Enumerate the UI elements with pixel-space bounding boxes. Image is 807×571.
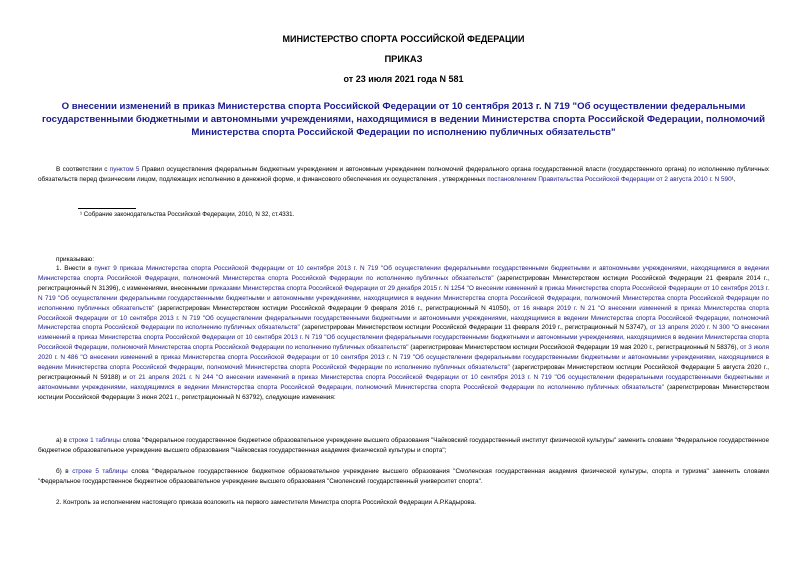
- intro-link-resolution[interactable]: постановлением Правительства Российской Федерации от 2 августа 2010 г. N 590: [487, 175, 732, 183]
- item-a-text-2: слова "Федеральное государственное бюджетное образовательное учреждение высшего образования "Чайковский государственный институт физической культуры" заменить словами "Федеральное государственное бюджетное образовательное учреждение высшего образования "Чайковская государственная академия физической культуры и спорта";: [38, 437, 770, 454]
- item1-text-1: 1. Внести в: [56, 265, 95, 272]
- ministry-heading: МИНИСТЕРСТВО СПОРТА РОССИЙСКОЙ ФЕДЕРАЦИИ: [282, 34, 525, 44]
- item1-text-2: (зарегистрирован Министерством юстиции Российской Федерации 21 февраля 2014 г., регистрационный N 31396), с изменениями, внесенными: [38, 274, 769, 292]
- item1-text-6: (зарегистрирован Министерством юстиции Российской Федерации 5 августа 2020 г., регистрационный N 59188) и: [38, 364, 769, 381]
- item1-link-4[interactable]: от 13 апреля 2020 г. N 300 "О внесении изменений в приказ Министерства спорта Российской Федерации от 10 сентября 2013 г. N 719 "Об осуществлении федеральными государственными бюджетными и автономными учреждениями, находящимися в ведении Министерства спорта Российской Федерации, полномочий Министерства спорта Российской Федерации по исполнению публичных обязательств": [38, 324, 770, 352]
- title-prefix: О внесении изменений в: [61, 101, 183, 112]
- footnote: ¹ Собрание законодательства Российской Федерации, 2010, N 32, ст.4331.: [80, 211, 295, 218]
- item1-text-3: (зарегистрирован Министерством юстиции Российской Федерации 9 февраля 2016 г., регистрационный N 41050),: [154, 304, 514, 312]
- date-number: от 23 июля 2021 года N 581: [343, 74, 464, 84]
- intro-paragraph: [38, 165, 769, 185]
- item-2-paragraph: 2. Контроль за исполнением настоящего приказа возложить на первого заместителя Министра спорта Российской Федерации А.Р.Кадырова.: [56, 499, 477, 506]
- item1-link-6[interactable]: от 21 апреля 2021 г. N 244 "О внесении изменений в приказ Министерства спорта Российской Федерации от 10 сентября 2013 г. N 719 "Об осуществлении федеральными государственными бюджетными и автономными учреждениями, находящимися в ведении Министерства спорта Российской Федерации, полномочий Министерства спорта Российской Федерации по исполнению публичных обязательств": [38, 373, 769, 391]
- item-b-paragraph: [38, 467, 769, 487]
- intro-text-1: В соответствии с: [56, 166, 110, 173]
- intro-text-3: ¹,: [731, 175, 736, 183]
- document-title: [40, 100, 767, 139]
- item1-text-4: (зарегистрирован Министерством юстиции Российской Федерации 11 февраля 2019 г., регистрационный N 53747),: [299, 324, 650, 332]
- footnote-divider: [78, 208, 136, 209]
- item1-link-2[interactable]: приказами Министерства спорта Российской Федерации от 29 декабря 2015 г. N 1254 "О внесении изменений в приказ Министерства спорта Российской Федерации от 10 сентября 2013 г. N 719 "Об осуществлении федеральными государственными бюджетными и автономными учреждениями, находящимися в ведении Министерства спорта Российской Федерации, полномочий Министерства спорта Российской Федерации по исполнению публичных обязательств": [38, 284, 770, 312]
- order-word: приказываю:: [56, 256, 94, 263]
- intro-link-clause[interactable]: пунктом 5: [109, 166, 140, 173]
- item-a-text-1: а) в: [56, 437, 69, 444]
- doc-type-heading: ПРИКАЗ: [384, 53, 423, 64]
- item1-link-1[interactable]: пункт 9 приказа Министерства спорта Российской Федерации от 10 сентября 2013 г. N 719 "Об осуществлении федеральными государственными бюджетными и автономными учреждениями, находящимися в ведении Министерства спорта Российской Федерации, полномочий Министерства спорта Российской Федерации по исполнению публичных обязательств": [38, 265, 769, 282]
- title-order-link[interactable]: приказ Министерства спорта Российской Федерации от 10 сентября 2013 г. N 719 "Об осуществлении федеральными государственными бюджетными и автономными учреждениями, находящимися в ведении Министерства спорта Российской Федерации, полномочий Министерства спорта Российской Федерации по исполнению публичных обязательств": [42, 101, 765, 138]
- item-b-text-2: слова "Федеральное государственное бюджетное образовательное учреждение высшего образования "Смоленская государственная академия физической культуры, спорта и туризма" заменить словами "Федеральное государственное бюджетное образовательное учреждение высшего образования "Смоленский государственный университет спорта".: [38, 468, 769, 485]
- intro-text-2: Правил осуществления федеральным бюджетным учреждением и автономным учреждением полномочий федерального органа государственной власти (государственного органа) по исполнению публичных обязательств перед физическим лицом, подлежащих исполнению в денежной форме, и финансового обеспечения их осуществления , утвержденных: [38, 166, 770, 183]
- item1-text-5: (зарегистрирован Министерством юстиции Российской Федерации 19 мая 2020 г., регистрационный N 58376),: [408, 344, 741, 352]
- item1-link-3[interactable]: от 16 января 2019 г. N 21 "О внесении изменений в приказ Министерства спорта Российской Федерации от 10 сентября 2013 г. N 719 "Об осуществлении федеральными государственными бюджетными и автономными учреждениями, находящимися в ведении Министерства спорта Российской Федерации, полномочий Министерства спорта Российской Федерации по исполнению публичных обязательств": [38, 304, 769, 332]
- item-1-paragraph: [38, 264, 769, 403]
- item-b-link[interactable]: строке 5 таблицы: [72, 468, 128, 475]
- item-a-paragraph: [38, 436, 769, 456]
- item1-link-5[interactable]: от 3 июля 2020 г. N 486 "О внесении изменений в приказ Министерства спорта Российской Федерации от 10 сентября 2013 г. N 719 "Об осуществлении федеральными государственными бюджетными и автономными учреждениями, находящимися в ведении Министерства спорта Российской Федерации, полномочий Министерства спорта Российской Федерации по исполнению публичных обязательств": [38, 344, 769, 372]
- item-b-text-1: б) в: [56, 468, 73, 475]
- item1-text-7: (зарегистрирован Министерством юстиции Российской Федерации 3 июня 2021 г., регистрационный N 63792), следующие изменения:: [38, 383, 769, 401]
- item-a-link[interactable]: строке 1 таблицы: [68, 437, 121, 444]
